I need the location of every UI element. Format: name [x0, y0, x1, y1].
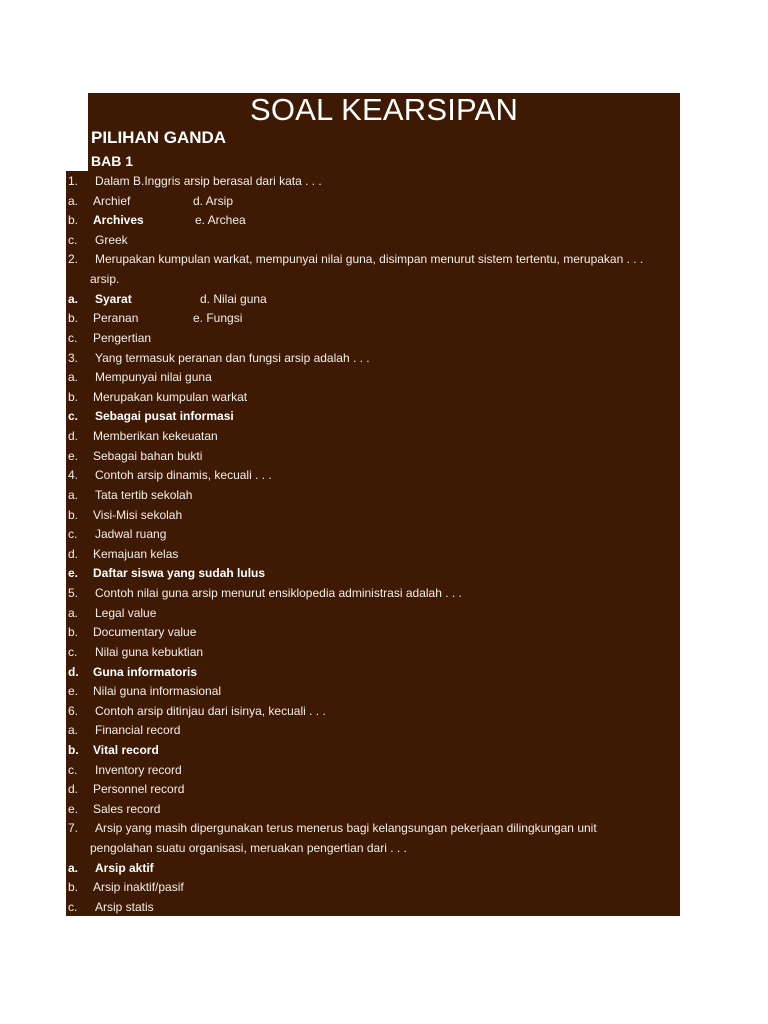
item-text: Financial record — [95, 723, 181, 738]
item-text: Arsip yang masih dipergunakan terus menerus bagi kelangsungan pekerjaan dilingkungan unit — [95, 821, 597, 836]
item-label: b. — [68, 389, 79, 404]
item-label: c. — [68, 527, 78, 542]
item-text: pengolahan suatu organisasi, meruakan pengertian dari . . . — [90, 841, 407, 856]
item-text: Merupakan kumpulan warkat — [93, 389, 248, 404]
item-label: d. — [68, 664, 79, 679]
item-text: Archief — [93, 193, 131, 208]
item-label: 4. — [68, 468, 79, 483]
item-label: e. — [68, 684, 79, 699]
item-label: 6. — [68, 703, 79, 718]
item-label: d. — [68, 782, 79, 797]
item-label: b. — [68, 625, 79, 640]
item-label: 7. — [68, 821, 79, 836]
item-label: b. — [68, 880, 79, 895]
item-label: a. — [68, 860, 79, 875]
item-text: Vital record — [93, 742, 159, 757]
item-label: a. — [68, 370, 79, 385]
item-label: 1. — [68, 174, 79, 188]
item-label: a. — [68, 723, 79, 738]
item-text: Sales record — [93, 801, 161, 816]
item-text: Legal value — [95, 605, 157, 620]
item-label: c. — [68, 762, 78, 777]
item-text: Documentary value — [93, 625, 197, 640]
item-label: c. — [68, 644, 78, 659]
item-label: 2. — [68, 252, 79, 267]
item-text: Inventory record — [95, 762, 182, 777]
item-label: a. — [68, 605, 79, 620]
item-text: Contoh nilai guna arsip menurut ensiklopedia administrasi adalah . . . — [95, 586, 462, 601]
item-text: Daftar siswa yang sudah lulus — [93, 566, 266, 581]
item-text: Arsip aktif — [95, 860, 154, 875]
item-text: Visi-Misi sekolah — [93, 507, 183, 522]
item-label: d. — [68, 546, 79, 561]
item-text: Peranan — [93, 311, 139, 326]
second-option-text: e. Fungsi — [193, 311, 243, 326]
item-label: b. — [68, 507, 79, 522]
item-text: Jadwal ruang — [95, 527, 167, 542]
item-label: c. — [68, 409, 79, 424]
item-text: Archives — [93, 213, 144, 228]
section-heading: PILIHAN GANDA — [91, 128, 227, 147]
item-text: Memberikan kekeuatan — [93, 429, 218, 444]
item-label: c. — [68, 232, 78, 247]
item-text: Sebagai pusat informasi — [95, 409, 234, 424]
item-text: Guna informatoris — [93, 664, 198, 679]
item-label: a. — [68, 193, 79, 208]
item-text: Sebagai bahan bukti — [93, 448, 203, 463]
item-label: d. — [68, 429, 79, 444]
second-option-text: e. Archea — [195, 213, 246, 228]
item-text: Greek — [95, 232, 128, 247]
second-option-text: d. Arsip — [193, 193, 234, 208]
item-label: a. — [68, 487, 79, 502]
item-text: Dalam B.Inggris arsip berasal dari kata . . . — [95, 174, 322, 188]
item-label: 5. — [68, 586, 79, 601]
item-text: Personnel record — [93, 782, 185, 797]
item-label: a. — [68, 291, 79, 306]
item-text: Arsip statis — [95, 899, 154, 914]
item-text: Arsip inaktif/pasif — [93, 880, 184, 895]
item-text: Syarat — [95, 291, 132, 306]
item-text: Contoh arsip ditinjau dari isinya, kecuali . . . — [95, 703, 326, 718]
item-text: Yang termasuk peranan dan fungsi arsip adalah . . . — [95, 350, 370, 365]
item-label: c. — [68, 899, 78, 914]
item-label: c. — [68, 330, 78, 345]
item-label: 3. — [68, 350, 79, 365]
item-label: b. — [68, 311, 79, 326]
item-label: b. — [68, 213, 79, 228]
item-text: Tata tertib sekolah — [95, 487, 193, 502]
item-text: Nilai guna kebuktian — [95, 644, 204, 659]
item-text: Kemajuan kelas — [93, 546, 179, 561]
item-text: Mempunyai nilai guna — [95, 370, 212, 385]
item-label: e. — [68, 801, 79, 816]
item-text: arsip. — [90, 272, 120, 287]
item-text: Contoh arsip dinamis, kecuali . . . — [95, 468, 272, 483]
second-option-text: d. Nilai guna — [200, 291, 267, 306]
item-text: Pengertian — [93, 330, 152, 345]
document-title: SOAL KEARSIPAN — [249, 92, 519, 127]
chapter-heading: BAB 1 — [91, 153, 134, 169]
item-label: b. — [68, 742, 79, 757]
item-text: Nilai guna informasional — [93, 684, 222, 699]
item-text: Merupakan kumpulan warkat, mempunyai nilai guna, disimpan menurut sistem tertentu, merupakan . . . — [95, 252, 644, 267]
item-label: e. — [68, 566, 79, 581]
item-label: e. — [68, 448, 79, 463]
